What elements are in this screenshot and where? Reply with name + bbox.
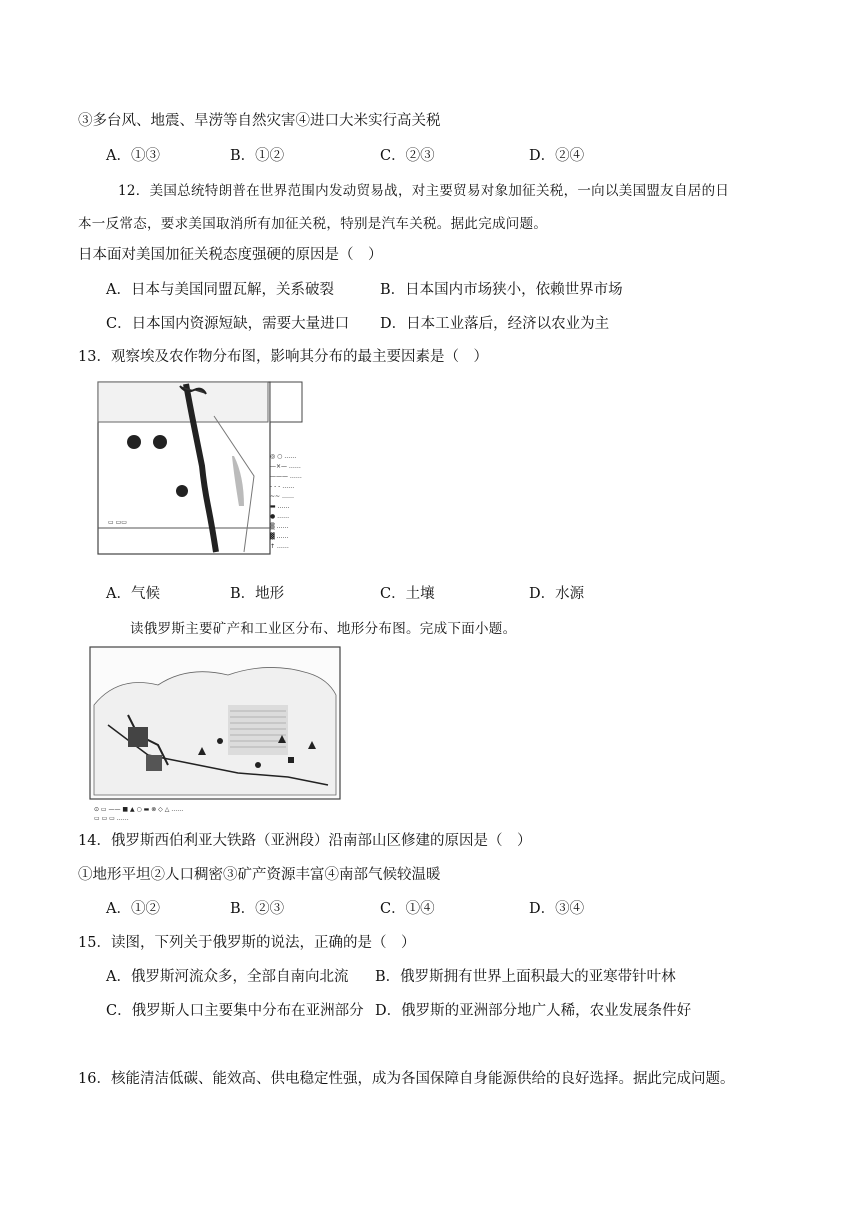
- svg-text:▭ ▭▭: ▭ ▭▭: [108, 519, 127, 526]
- q15-option-d[interactable]: D．俄罗斯的亚洲部分地广人稀，农业发展条件好: [375, 1003, 692, 1019]
- q12-intro-line2: 本一反常态，要求美国取消所有加征关税，特别是汽车关税。据此完成问题。: [78, 216, 548, 232]
- svg-text:- - - ……: - - - ……: [270, 483, 295, 490]
- q11-option-b[interactable]: B．①②: [230, 148, 285, 164]
- q14-question: 14．俄罗斯西伯利亚大铁路（亚洲段）沿南部山区修建的原因是（ ）: [78, 833, 532, 849]
- q14-option-a[interactable]: A．①②: [106, 901, 160, 917]
- svg-text:◎ ○ ……: ◎ ○ ……: [270, 453, 297, 460]
- q13-option-b[interactable]: B．地形: [230, 586, 285, 602]
- russia-map-legend: ⊙ ▭ —— ■ ▲ ○ ▬ ⊗ ◇ △ ……: [94, 806, 184, 813]
- egypt-map-graphic: [94, 376, 338, 572]
- egypt-map-legend: [270, 453, 302, 550]
- q15-question: 15．读图，下列关于俄罗斯的说法，正确的是（ ）: [78, 935, 416, 951]
- q12-option-b[interactable]: B．日本国内市场狭小，依赖世界市场: [380, 282, 623, 298]
- q13-question: 13．观察埃及农作物分布图，影响其分布的最主要因素是（ ）: [78, 349, 488, 365]
- svg-text:▭ ▭ ▭ ……: ▭ ▭ ▭ ……: [94, 815, 129, 822]
- svg-text:—×— ……: —×— ……: [270, 463, 301, 470]
- q11-option-a[interactable]: A．①③: [106, 148, 160, 164]
- q12-intro-line1: 12．美国总统特朗普在世界范围内发动贸易战，对主要贸易对象加征关税，一向以美国盟友自居的日: [118, 183, 730, 199]
- q15-option-b[interactable]: B．俄罗斯拥有世界上面积最大的亚寒带针叶林: [375, 969, 676, 985]
- q13-option-c[interactable]: C．土壤: [380, 586, 435, 602]
- q11-option-c[interactable]: C．②③: [380, 148, 435, 164]
- q13-option-d[interactable]: D．水源: [529, 586, 585, 602]
- svg-text:▬ ……: ▬ ……: [270, 503, 290, 510]
- svg-text:▒ ……: ▒ ……: [270, 523, 289, 530]
- q12-option-a[interactable]: A．日本与美国同盟瓦解，关系破裂: [106, 282, 334, 298]
- q14-option-d[interactable]: D．③④: [529, 901, 585, 917]
- q16-intro: 16．核能清洁低碳、能效高、供电稳定性强，成为各国保障自身能源供给的良好选择。据此完成问题。: [78, 1071, 735, 1087]
- q11-stem-tail: ③多台风、地震、旱涝等自然灾害④进口大米实行高关税: [78, 113, 441, 129]
- q12-question: 日本面对美国加征关税态度强硬的原因是（ ）: [78, 247, 383, 263]
- q12-option-c[interactable]: C．日本国内资源短缺，需要大量进口: [106, 316, 350, 332]
- svg-text:~~ ……: ~~ ……: [270, 493, 294, 500]
- q14-option-c[interactable]: C．①④: [380, 901, 435, 917]
- q14-option-b[interactable]: B．②③: [230, 901, 285, 917]
- russia-map-graphic: [88, 645, 342, 823]
- q14-stem: ①地形平坦②人口稠密③矿产资源丰富④南部气候较温暖: [78, 867, 441, 883]
- russia-intro: 读俄罗斯主要矿产和工业区分布、地形分布图。完成下面小题。: [130, 621, 517, 637]
- egypt-crop-map: [94, 376, 338, 572]
- q12-option-d[interactable]: D．日本工业落后，经济以农业为主: [380, 316, 610, 332]
- q11-option-d[interactable]: D．②④: [529, 148, 585, 164]
- svg-text:↑ ……: ↑ ……: [270, 543, 289, 550]
- svg-text:——— ……: ——— ……: [270, 473, 302, 480]
- svg-text:● ……: ● ……: [270, 513, 290, 520]
- svg-text:▓ ……: ▓ ……: [270, 533, 289, 540]
- q15-option-a[interactable]: A．俄罗斯河流众多，全部自南向北流: [106, 969, 349, 985]
- russia-map: [88, 645, 342, 823]
- q13-option-a[interactable]: A．气候: [106, 586, 160, 602]
- q15-option-c[interactable]: C．俄罗斯人口主要集中分布在亚洲部分: [106, 1003, 364, 1019]
